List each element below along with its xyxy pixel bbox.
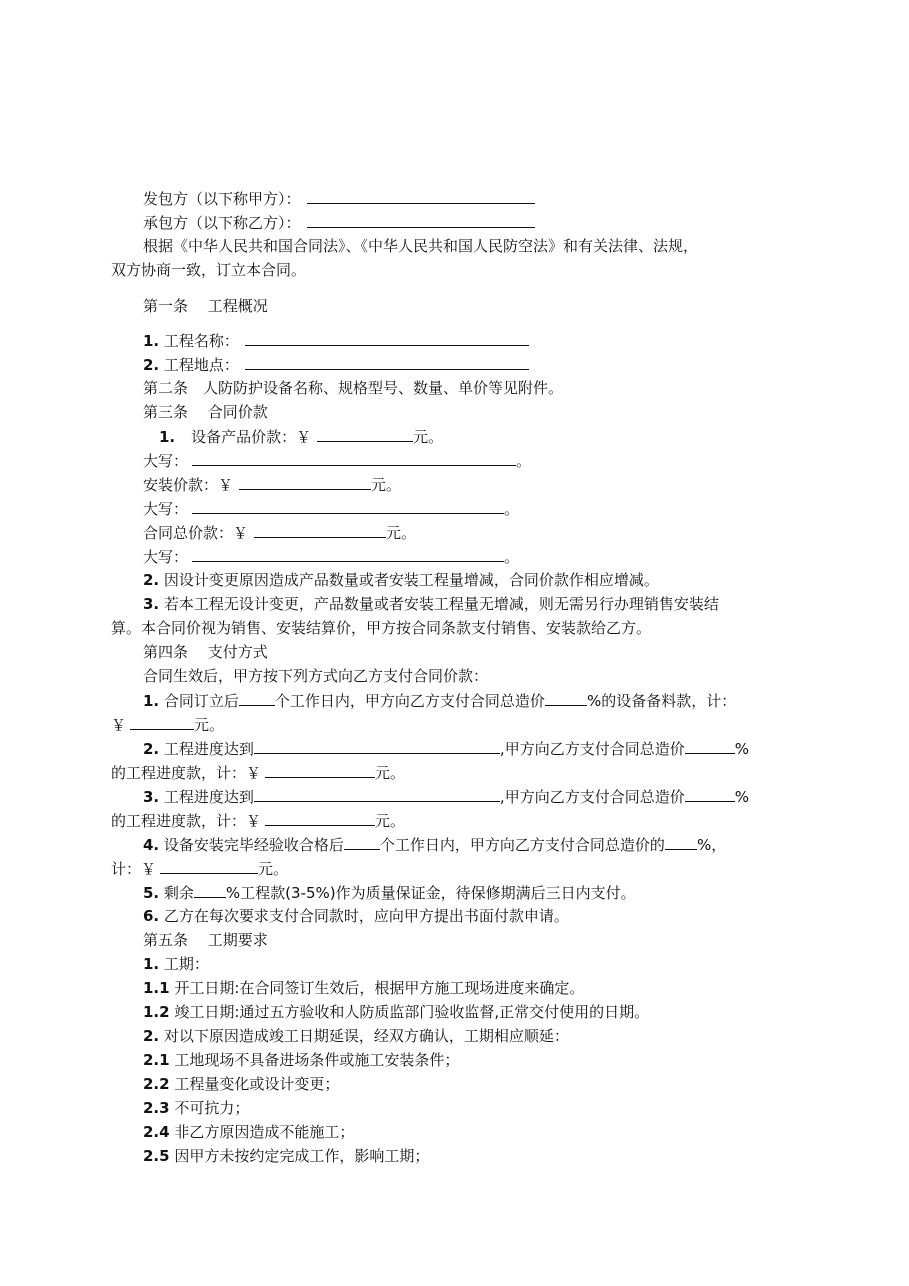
period: 。 (504, 500, 520, 518)
schedule-item-2-1: 2.1 工地现场不具备进场条件或施工安装条件； (143, 1051, 460, 1069)
item-number: 2. (143, 1027, 160, 1045)
party-a-label: 发包方（以下称甲方）： (143, 190, 301, 208)
amount-blank (265, 810, 375, 826)
equipment-daxie-blank (192, 450, 516, 466)
item-number: 2.1 (143, 1051, 170, 1069)
schedule-item-2-2: 2.2 工程量变化或设计变更； (143, 1075, 340, 1093)
project-location-label: 工程地点： (159, 356, 239, 374)
percent-blank (545, 690, 587, 706)
total-daxie-line (143, 546, 519, 566)
item-number: 2. (143, 571, 160, 589)
install-price-line (143, 474, 401, 494)
item-number: 1. (159, 428, 176, 446)
basis-line-2: 双方协商一致，订立本合同。 (111, 261, 307, 279)
payment-item-6: 6. 乙方在每次要求支付合同款时，应向甲方提出书面付款申请。 (143, 907, 569, 925)
party-b-blank (307, 212, 535, 228)
schedule-item-2-5: 2.5 因甲方未按约定完成工作，影响工期； (143, 1147, 430, 1165)
payment-item-4-line-2: 计：￥ 元。 (111, 860, 289, 878)
daxie-label: 大写： (143, 548, 189, 566)
install-daxie-blank (192, 498, 504, 514)
project-name-blank (245, 330, 529, 346)
percent-blank (194, 882, 226, 898)
party-a-line (143, 188, 535, 208)
party-b-line (143, 212, 535, 232)
payment-item-2-line-2: 的工程进度款，计：￥ 元。 (111, 764, 406, 782)
yuan-unit: 元。 (386, 524, 417, 542)
percent-blank (685, 786, 735, 802)
payment-item-3-line-1: 3. 工程进度达到 ,甲方向乙方支付合同总造价 % (143, 788, 749, 806)
equipment-daxie-line (143, 450, 531, 470)
equipment-price-label: 设备产品价款：￥ (191, 428, 312, 446)
payment-item-4-line-1: 4. 设备安装完毕经验收合格后 个工作日内，甲方向乙方支付合同总造价的 %， (143, 836, 727, 854)
item-number: 2.2 (143, 1075, 170, 1093)
item-number: 2.5 (143, 1147, 170, 1165)
article-3-title: 第三条 合同价款 (143, 403, 268, 421)
party-b-label: 承包方（以下称乙方）： (143, 214, 301, 232)
payment-item-1-line-2: ￥ 元。 (111, 716, 225, 734)
percent-blank (685, 738, 735, 754)
payment-intro: 合同生效后，甲方按下列方式向乙方支付合同价款： (143, 667, 489, 685)
yuan-unit: 元。 (371, 476, 402, 494)
period: 。 (516, 452, 532, 470)
payment-item-5: 5. 剩余 %工程款(3-5%)作为质量保证金，待保修期满后三日内支付。 (143, 884, 636, 902)
yuan-unit: 元。 (413, 428, 444, 446)
item-number: 3. (143, 595, 160, 613)
project-name-line (143, 330, 529, 350)
item-number: 5. (143, 884, 160, 902)
item-number: 6. (143, 907, 160, 925)
schedule-item-1: 1. 工期： (143, 955, 209, 973)
article-4-title: 第四条 支付方式 (143, 643, 268, 661)
payment-item-1-line-1: 1. 合同订立后 个工作日内，甲方向乙方支付合同总造价 %的设备备料款，计： (143, 692, 737, 710)
project-name-label: 工程名称： (159, 332, 239, 350)
basis-line-1: 根据《中华人民共和国合同法》、《中华人民共和国人民防空法》和有关法律、法规， (143, 237, 699, 255)
item-number: 4. (143, 836, 160, 854)
item-number: 2. (143, 740, 160, 758)
amount-blank (160, 858, 258, 874)
payment-item-2-line-1: 2. 工程进度达到 ,甲方向乙方支付合同总造价 % (143, 740, 749, 758)
amount-blank (265, 762, 375, 778)
item-number: 1. (143, 332, 160, 350)
item-number: 2. (143, 356, 160, 374)
schedule-item-2-4: 2.4 非乙方原因造成不能施工； (143, 1123, 355, 1141)
total-price-blank (254, 522, 386, 538)
install-price-blank (239, 474, 371, 490)
party-a-blank (307, 188, 535, 204)
item-number: 2.3 (143, 1099, 170, 1117)
total-price-label: 合同总价款：￥ (143, 524, 249, 542)
install-price-label: 安装价款：￥ (143, 476, 234, 494)
price-item-2: 2. 因设计变更原因造成产品数量或者安装工程量增减，合同价款作相应增减。 (143, 571, 659, 589)
schedule-item-2: 2. 对以下原因造成竣工日期延误，经双方确认，工期相应顺延： (143, 1027, 569, 1045)
item-number: 2.4 (143, 1123, 170, 1141)
total-price-line (143, 522, 416, 542)
item-number: 1. (143, 955, 160, 973)
equipment-price-blank (317, 426, 413, 442)
payment-item-3-line-2: 的工程进度款，计：￥ 元。 (111, 812, 406, 830)
schedule-item-2-3: 2.3 不可抗力； (143, 1099, 250, 1117)
days-blank (344, 834, 380, 850)
price-item-3-line-2: 算。本合同价视为销售、安装结算价，甲方按合同条款支付销售、安装款给乙方。 (111, 619, 652, 637)
equipment-price-line (159, 426, 443, 446)
days-blank (239, 690, 275, 706)
article-1-title: 第一条 工程概况 (143, 297, 268, 315)
percent-blank (665, 834, 697, 850)
total-daxie-blank (192, 546, 504, 562)
project-location-line (143, 354, 529, 374)
daxie-label: 大写： (143, 500, 189, 518)
schedule-item-1-2: 1.2 竣工日期:通过五方验收和人防质监部门验收监督,正常交付使用的日期。 (143, 1003, 650, 1021)
item-number: 3. (143, 788, 160, 806)
schedule-item-1-1: 1.1 开工日期:在合同签订生效后，根据甲方施工现场进度来确定。 (143, 979, 585, 997)
item-number: 1.1 (143, 979, 170, 997)
item-number: 1. (143, 692, 160, 710)
amount-blank (130, 714, 194, 730)
daxie-label: 大写： (143, 452, 189, 470)
progress-blank (254, 738, 500, 754)
item-number: 1.2 (143, 1003, 170, 1021)
article-2-title: 第二条 人防防护设备名称、规格型号、数量、单价等见附件。 (143, 379, 564, 397)
period: 。 (504, 548, 520, 566)
project-location-blank (245, 354, 529, 370)
price-item-3-line-1: 3. 若本工程无设计变更，产品数量或者安装工程量无增减，则无需另行办理销售安装结 (143, 595, 719, 613)
install-daxie-line (143, 498, 519, 518)
progress-blank (254, 786, 500, 802)
article-5-title: 第五条 工期要求 (143, 931, 268, 949)
